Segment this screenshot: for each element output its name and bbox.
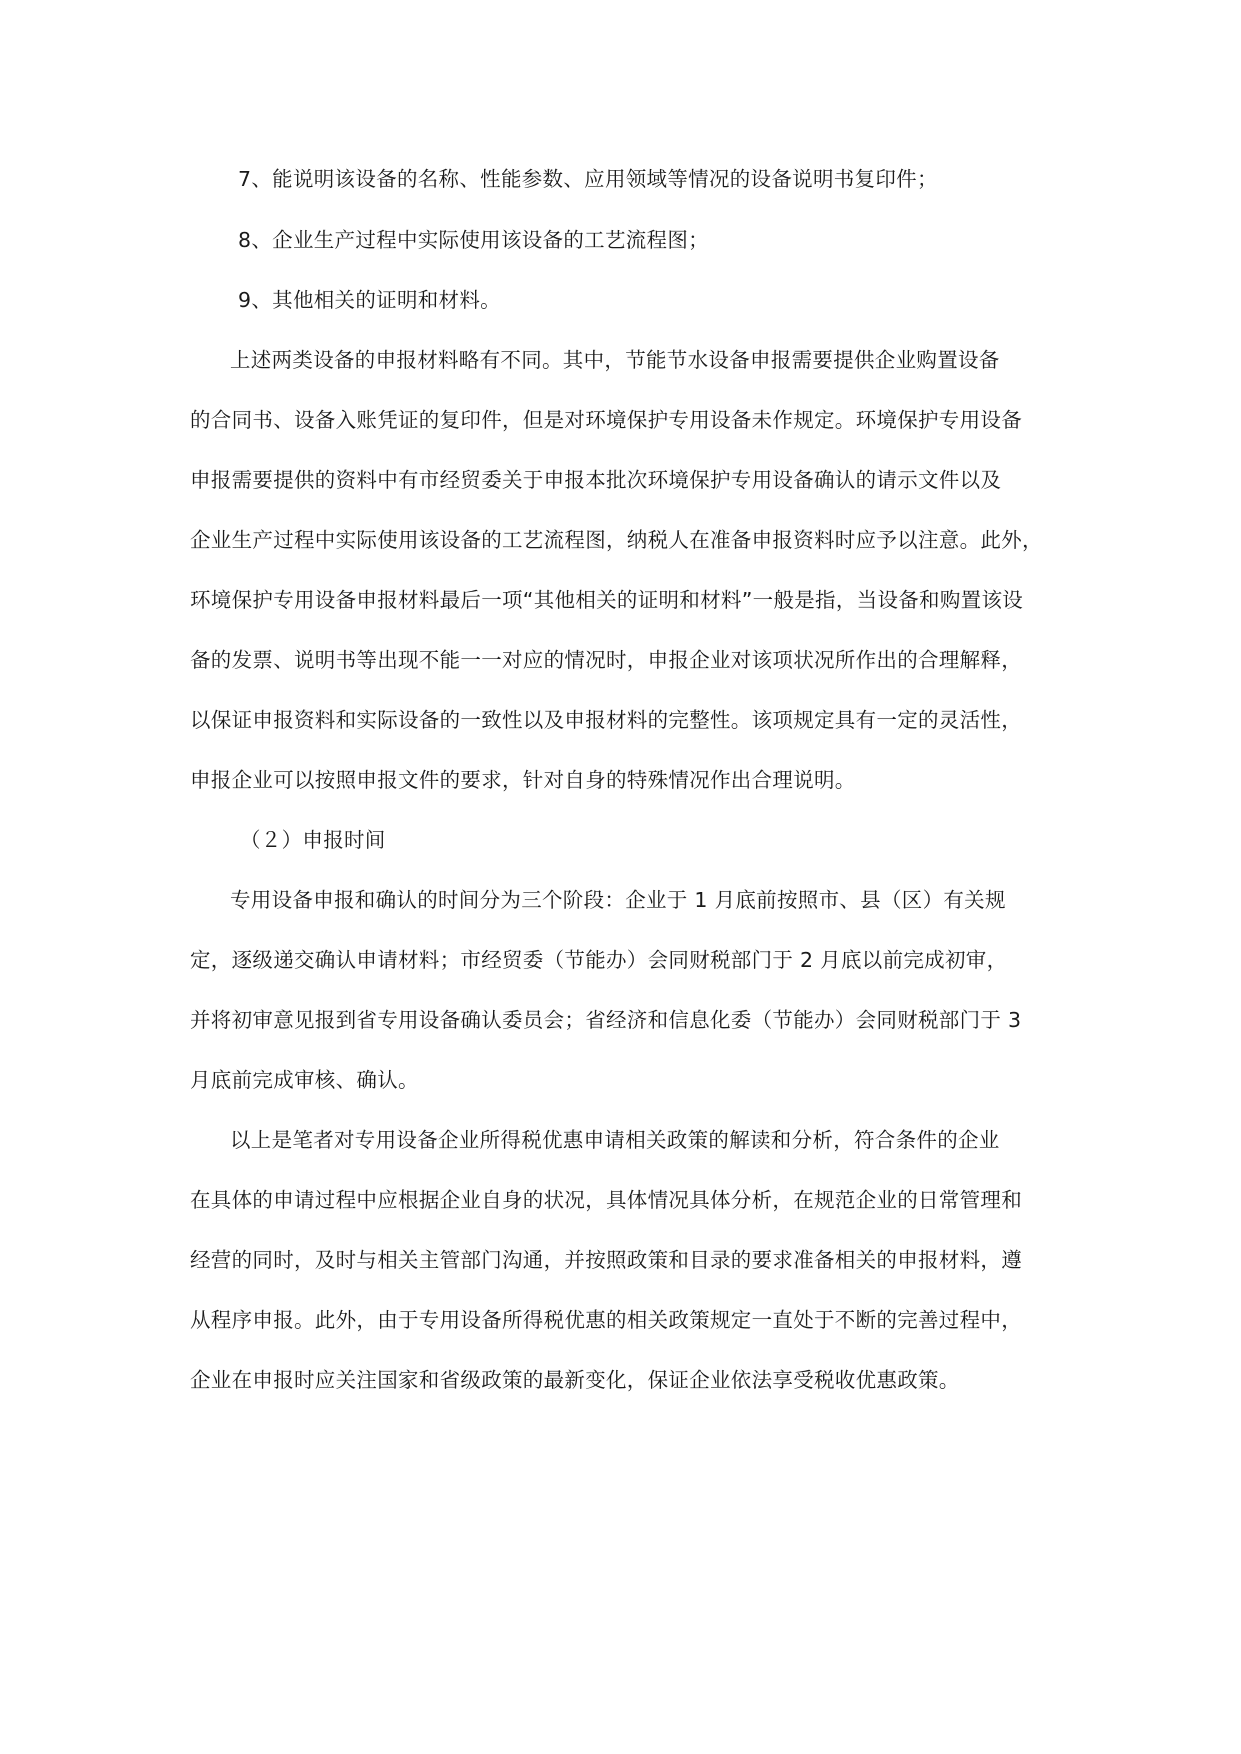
paragraph-line: 企业生产过程中实际使用该设备的工艺流程图，纳税人在准备申报资料时应予以注意。此外， [190,528,1043,552]
paragraph-line: 以保证申报资料和实际设备的一致性以及申报材料的完整性。该项规定具有一定的灵活性， [190,708,1022,732]
list-item-7: 7、能说明该设备的名称、性能参数、应用领域等情况的设备说明书复印件； [238,167,938,191]
paragraph-line: 从程序申报。此外，由于专用设备所得税优惠的相关政策规定一直处于不断的完善过程中， [190,1308,1022,1332]
list-item-8: 8、企业生产过程中实际使用该设备的工艺流程图； [238,228,709,252]
paragraph-line: 的合同书、设备入账凭证的复印件，但是对环境保护专用设备未作规定。环境保护专用设备 [190,408,1022,432]
paragraph-line: 定，逐级递交确认申请材料；市经贸委（节能办）会同财税部门于 2 月底以前完成初审， [190,948,1008,972]
paragraph-line: 企业在申报时应关注国家和省级政策的最新变化，保证企业依法享受税收优惠政策。 [190,1368,960,1392]
paragraph-line: 上述两类设备的申报材料略有不同。其中，节能节水设备申报需要提供企业购置设备 [230,348,1000,372]
paragraph-line: 在具体的申请过程中应根据企业自身的状况，具体情况具体分析，在规范企业的日常管理和 [190,1188,1022,1212]
section-heading: （２）申报时间 [240,828,386,852]
paragraph-line: 专用设备申报和确认的时间分为三个阶段：企业于 1 月底前按照市、县（区）有关规 [230,888,1006,912]
paragraph-line: 申报需要提供的资料中有市经贸委关于申报本批次环境保护专用设备确认的请示文件以及 [190,468,1002,492]
list-item-9: 9、其他相关的证明和材料。 [238,288,501,312]
paragraph-line: 备的发票、说明书等出现不能一一对应的情况时，申报企业对该项状况所作出的合理解释， [190,648,1022,672]
paragraph-line: 经营的同时，及时与相关主管部门沟通，并按照政策和目录的要求准备相关的申报材料，遵 [190,1248,1022,1272]
paragraph-line: 环境保护专用设备申报材料最后一项“其他相关的证明和材料”一般是指，当设备和购置该设 [190,588,1024,612]
paragraph-line: 以上是笔者对专用设备企业所得税优惠申请相关政策的解读和分析，符合条件的企业 [230,1128,1000,1152]
paragraph-line: 并将初审意见报到省专用设备确认委员会；省经济和信息化委（节能办）会同财税部门于 3 [190,1008,1022,1032]
paragraph-line: 申报企业可以按照申报文件的要求，针对自身的特殊情况作出合理说明。 [190,768,856,792]
paragraph-line: 月底前完成审核、确认。 [190,1068,419,1092]
